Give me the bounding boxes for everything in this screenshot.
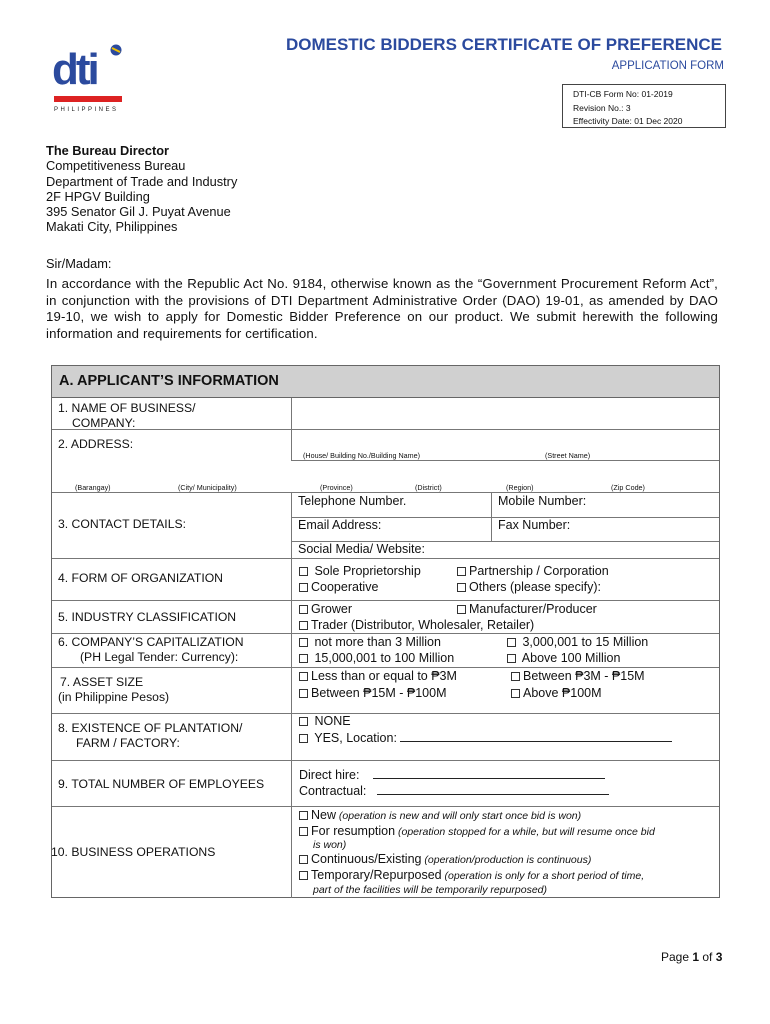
- addressee-line: 2F HPGV Building: [46, 188, 150, 204]
- cap-option-1[interactable]: [299, 635, 441, 649]
- hint-house: (House/ Building No./Building Name): [303, 451, 421, 460]
- hint-district: (District): [415, 483, 442, 492]
- asset-option-4[interactable]: [511, 686, 602, 700]
- checkbox-icon: [457, 567, 466, 576]
- addressee-line: Department of Trade and Industry: [46, 173, 238, 189]
- checkbox-icon: [299, 811, 308, 820]
- cap2-label: 3,000,001 to 15 Million: [519, 635, 649, 649]
- svg-text:PHILIPPINES: PHILIPPINES: [54, 107, 119, 113]
- org-cooperative[interactable]: [299, 580, 378, 594]
- checkbox-icon: [511, 672, 520, 681]
- checkbox-icon: [457, 583, 466, 592]
- ex1-label: NONE: [311, 714, 351, 728]
- q4-label: 4. FORM OF ORGANIZATION: [58, 571, 223, 585]
- page-mid: of: [699, 950, 716, 964]
- hint-zip: (Zip Code): [611, 483, 645, 492]
- mobile-field[interactable]: Mobile Number:: [498, 494, 587, 508]
- q1-text-b: COMPANY:: [72, 416, 136, 430]
- hint-city: (City/ Municipality): [178, 483, 237, 492]
- contractual-blank[interactable]: [377, 784, 609, 795]
- page-total: 3: [715, 950, 723, 964]
- checkbox-icon: [299, 855, 308, 864]
- checkbox-icon: [507, 654, 516, 663]
- contractual-field[interactable]: [299, 784, 609, 798]
- checkbox-icon: [511, 689, 520, 698]
- addressee-line: 395 Senator Gil J. Puyat Avenue: [46, 204, 231, 220]
- org-partnership[interactable]: [457, 564, 609, 578]
- hint-street: (Street Name): [545, 451, 591, 460]
- checkbox-icon: [299, 654, 308, 663]
- hint-barangay: (Barangay): [75, 483, 111, 492]
- checkbox-icon: [299, 672, 308, 681]
- form-subtitle: APPLICATION FORM: [611, 60, 724, 72]
- addressee-line: The Bureau Director: [46, 143, 170, 158]
- checkbox-icon: [299, 734, 308, 743]
- op4-label: Temporary/Repurposed: [311, 868, 442, 882]
- q8-label: [58, 721, 242, 751]
- op-temporary[interactable]: [299, 868, 644, 882]
- direct-hire-field[interactable]: [299, 768, 605, 782]
- op2-note-cont: is won): [313, 839, 347, 851]
- checkbox-icon: [299, 827, 308, 836]
- op3-label: Continuous/Existing: [311, 852, 422, 866]
- hint-province: (Province): [320, 483, 353, 492]
- q9-label: 9. TOTAL NUMBER OF EMPLOYEES: [58, 777, 265, 791]
- ind2-label: Manufacturer/Producer: [469, 602, 597, 616]
- page-current: 1: [692, 950, 700, 964]
- q5-label: 5. INDUSTRY CLASSIFICATION: [58, 610, 237, 624]
- ind3-label: Trader (Distributor, Wholesaler, Retailer): [311, 618, 535, 632]
- org4-label: Others (please specify):: [469, 580, 601, 594]
- ind1-label: Grower: [311, 602, 352, 616]
- org1-label: Sole Proprietorship: [311, 564, 421, 578]
- as1-label: Less than or equal to ₱3M: [311, 669, 457, 683]
- checkbox-icon: [299, 567, 308, 576]
- q1-label: [58, 401, 195, 431]
- op2-label: For resumption: [311, 824, 396, 838]
- intro-paragraph: In accordance with the Republic Act No. 9184, otherwise known as the “Government Procurement Reform Act”, in conjunction with the provisions of DTI Department Administrative Order (DAO) 19-01, as amended by DAO 19-10, we wish to apply for Domestic Bidder Preference on our product. We submit herewith the following information and requirements for certification.: [46, 276, 718, 341]
- op-resumption[interactable]: [299, 824, 655, 838]
- location-blank[interactable]: [400, 731, 672, 742]
- page-prefix: Page: [661, 950, 693, 964]
- existence-yes[interactable]: [299, 731, 672, 745]
- q6-text: 6. COMPANY’S CAPITALIZATION: [58, 635, 244, 649]
- op3-note: (operation/production is continuous): [421, 854, 592, 866]
- svg-text:dti: dti: [52, 45, 97, 94]
- page-number: [661, 950, 722, 964]
- form-number: DTI-CB Form No: 01-2019: [573, 89, 673, 99]
- emp2-label: Contractual:: [299, 784, 367, 798]
- cap-option-3[interactable]: [299, 651, 454, 665]
- hint-region: (Region): [506, 483, 534, 492]
- asset-option-2[interactable]: [511, 669, 645, 683]
- op-new[interactable]: [299, 808, 581, 822]
- q7-text: 7. ASSET SIZE: [60, 675, 144, 689]
- section-header: [52, 366, 719, 398]
- checkbox-icon: [299, 605, 308, 614]
- telephone-field[interactable]: Telephone Number.: [298, 494, 407, 508]
- addressee-block: [46, 143, 237, 235]
- op2-note: (operation stopped for a while, but will resume once bid: [395, 826, 655, 838]
- op4-note: (operation is only for a short period of time,: [441, 870, 645, 882]
- fax-field[interactable]: Fax Number:: [498, 518, 571, 532]
- checkbox-icon: [299, 583, 308, 592]
- cap4-label: Above 100 Million: [519, 651, 621, 665]
- org-sole-proprietorship[interactable]: [299, 564, 421, 578]
- asset-option-3[interactable]: [299, 686, 447, 700]
- cap3-label: 15,000,001 to 100 Million: [311, 651, 455, 665]
- section-title: A. APPLICANT’S INFORMATION: [59, 373, 279, 389]
- checkbox-icon: [299, 621, 308, 630]
- checkbox-icon: [299, 717, 308, 726]
- cap-option-4[interactable]: [507, 651, 620, 665]
- org2-label: Partnership / Corporation: [469, 564, 609, 578]
- org-others[interactable]: [457, 580, 601, 594]
- asset-option-1[interactable]: [299, 669, 457, 683]
- existence-none[interactable]: [299, 714, 351, 728]
- q10-label: 10. BUSINESS OPERATIONS: [51, 845, 216, 859]
- q7-label: [58, 675, 169, 705]
- op1-label: New: [311, 808, 337, 822]
- checkbox-icon: [299, 689, 308, 698]
- as2-label: Between ₱3M - ₱15M: [523, 669, 645, 683]
- dti-logo: [52, 44, 124, 114]
- checkbox-icon: [299, 638, 308, 647]
- as4-label: Above ₱100M: [523, 686, 602, 700]
- q2-label: 2. ADDRESS:: [58, 437, 134, 451]
- checkbox-icon: [507, 638, 516, 647]
- direct-hire-blank[interactable]: [373, 768, 605, 779]
- cap1-label: not more than 3 Million: [311, 635, 441, 649]
- ind-manufacturer[interactable]: [457, 602, 597, 616]
- as3-label: Between ₱15M - ₱100M: [311, 686, 447, 700]
- q3-label: 3. CONTACT DETAILS:: [58, 517, 186, 531]
- revision-number: Revision No.: 3: [573, 102, 631, 113]
- form-info-box: [562, 84, 726, 128]
- org3-label: Cooperative: [311, 580, 379, 594]
- addressee-line: Makati City, Philippines: [46, 219, 178, 235]
- effectivity-date: Effectivity Date: 01 Dec 2020: [573, 116, 683, 126]
- q6-text-b: (PH Legal Tender: Currency):: [80, 650, 239, 664]
- checkbox-icon: [299, 871, 308, 880]
- form-title: DOMESTIC BIDDERS CERTIFICATE OF PREFERENCE: [285, 35, 722, 54]
- ind-grower[interactable]: [299, 602, 352, 616]
- business-name-field[interactable]: [293, 400, 718, 428]
- op-continuous[interactable]: [299, 852, 591, 866]
- email-field[interactable]: Email Address:: [298, 518, 382, 532]
- op1-note: (operation is new and will only start once bid is won): [336, 810, 582, 822]
- salutation: Sir/Madam:: [46, 256, 112, 271]
- emp1-label: Direct hire:: [299, 768, 360, 782]
- cap-option-2[interactable]: [507, 635, 648, 649]
- q6-label: [58, 635, 244, 665]
- ex2-label: YES, Location:: [311, 731, 397, 745]
- ind-trader[interactable]: [299, 618, 534, 632]
- checkbox-icon: [457, 605, 466, 614]
- op4-note-cont: part of the facilities will be temporarily repurposed): [313, 884, 548, 896]
- q1-text: 1. NAME OF BUSINESS/: [58, 401, 196, 415]
- q7-text-b: (in Philippine Pesos): [58, 690, 170, 704]
- social-media-field[interactable]: Social Media/ Website:: [298, 542, 425, 556]
- q8-text-b: FARM / FACTORY:: [76, 736, 180, 750]
- q8-text: 8. EXISTENCE OF PLANTATION/: [58, 721, 243, 735]
- addressee-line: Competitiveness Bureau: [46, 158, 186, 174]
